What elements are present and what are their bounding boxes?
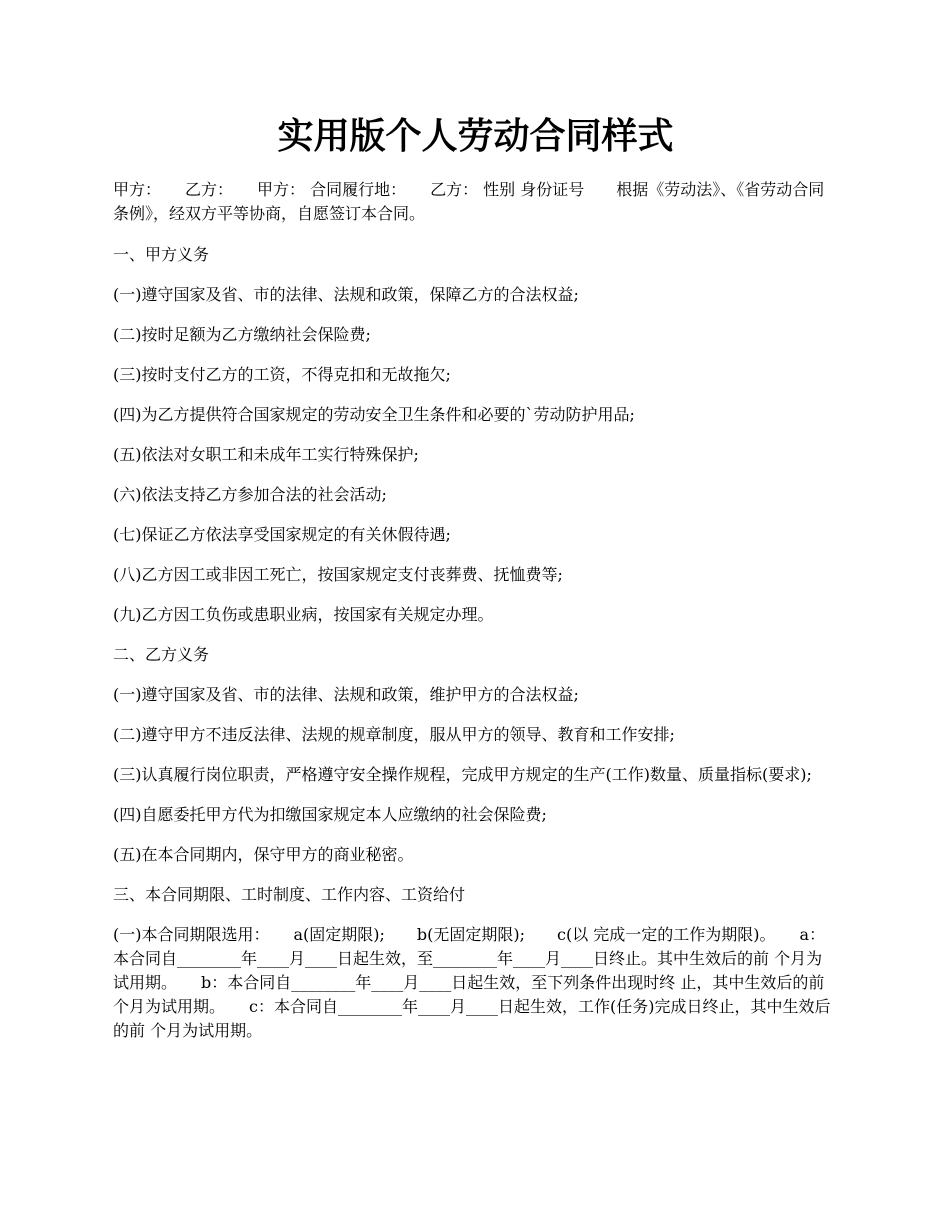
party-a-clause-6: (六)依法支持乙方参加合法的社会活动; (113, 485, 387, 504)
document-title: 实用版个人劳动合同样式 (277, 115, 674, 157)
section-heading-party-b-obligations: 二、乙方义务 (113, 645, 210, 664)
party-a-clause-9: (九)乙方因工负伤或患职业病，按国家有关规定办理。 (113, 605, 494, 624)
contract-term-clause-1: (一)本合同期限选用： a(固定期限); b(无固定期限); c(以 完成一定的工作为期限)。 a：本合同自________年____月____日起生效，至________年____月____日终止。其中生效后的前 个月为试用期。 b：本合同自________年____月____日起生效，至下列条件出现时终 止，其中生效后的前 个月为试用期。 c：本合同自________年____月____日起生效，工作(任务)完成日终止，其中生效后的前 个月为试用期。 (113, 925, 831, 1040)
party-a-clause-5: (五)依法对女职工和未成年工实行特殊保护; (113, 445, 419, 464)
document-body (113, 178, 838, 1059)
party-b-clause-1: (一)遵守国家及省、市的法律、法规和政策，维护甲方的合法权益; (113, 685, 579, 704)
section-heading-contract-term: 三、本合同期限、工时制度、工作内容、工资给付 (113, 885, 466, 904)
party-b-clause-2: (二)遵守甲方不违反法律、法规的规章制度，服从甲方的领导、教育和工作安排; (113, 725, 675, 744)
party-b-clause-5: (五)在本合同期内，保守甲方的商业秘密。 (113, 845, 414, 864)
party-a-clause-1: (一)遵守国家及省、市的法律、法规和政策，保障乙方的合法权益; (113, 285, 579, 304)
party-a-clause-2: (二)按时足额为乙方缴纳社会保险费; (113, 325, 371, 344)
intro-paragraph: 甲方： 乙方： 甲方： 合同履行地： 乙方： 性别 身份证号 根据《劳动法》、《省劳动合同条例》，经双方平等协商，自愿签订本合同。 (113, 180, 825, 223)
section-heading-party-a-obligations: 一、甲方义务 (113, 245, 210, 264)
party-b-clause-3: (三)认真履行岗位职责，严格遵守安全操作规程，完成甲方规定的生产(工作)数量、质量指标(要求); (113, 765, 812, 784)
party-a-clause-8: (八)乙方因工或非因工死亡，按国家规定支付丧葬费、抚恤费等; (113, 565, 563, 584)
party-a-clause-3: (三)按时支付乙方的工资，不得克扣和无故拖欠; (113, 365, 451, 384)
party-a-clause-7: (七)保证乙方依法享受国家规定的有关休假待遇; (113, 525, 451, 544)
party-a-clause-4: (四)为乙方提供符合国家规定的劳动安全卫生条件和必要的`劳动防护用品; (113, 405, 635, 424)
party-b-clause-4: (四)自愿委托甲方代为扣缴国家规定本人应缴纳的社会保险费; (113, 805, 547, 824)
